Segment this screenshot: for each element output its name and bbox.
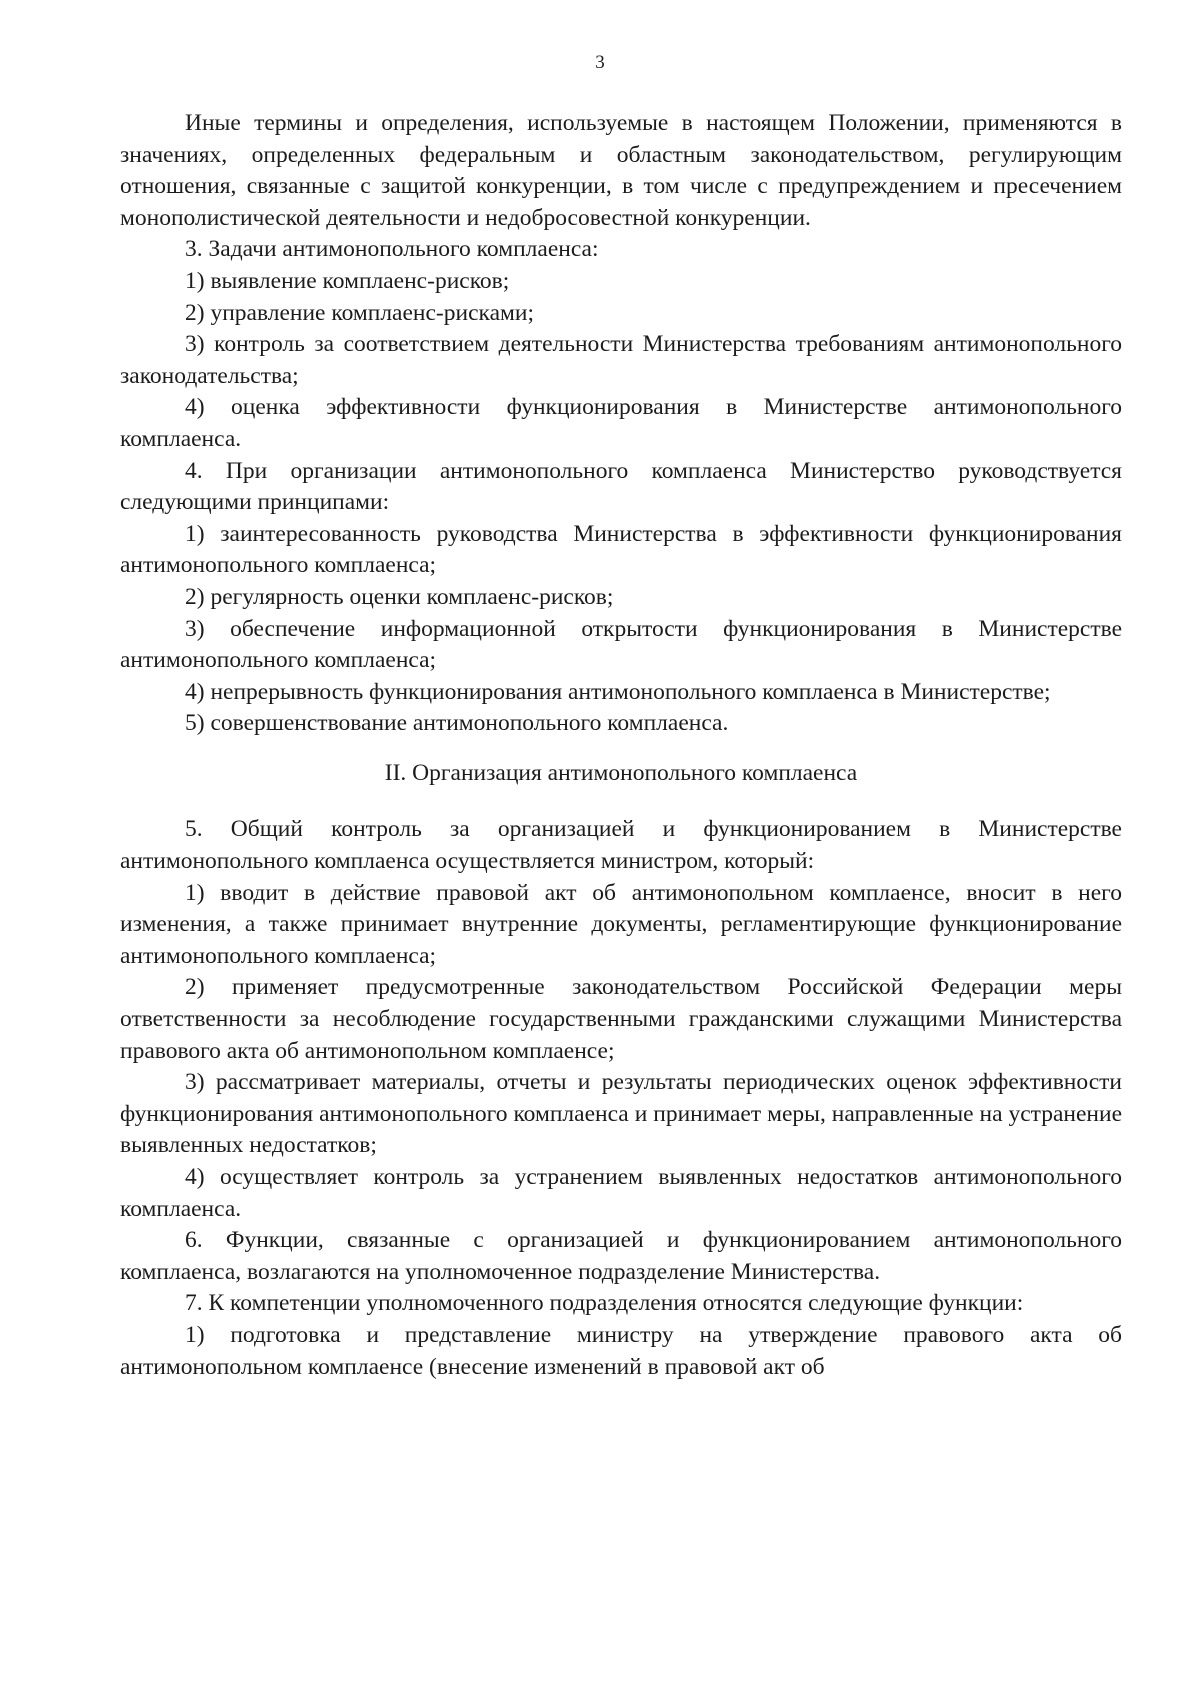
- paragraph: 3) контроль за соответствием деятельности Министерства требованиям антимонопольного законодательства;: [120, 331, 1122, 389]
- paragraph: 1) вводит в действие правовой акт об антимонопольном комплаенсе, вносит в него изменения, а также принимает внутренние документы, регламентирующие функционирование антимонопольного комплаенса;: [120, 879, 1122, 969]
- paragraph: 3) рассматривает материалы, отчеты и результаты периодических оценок эффективности функционирования антимонопольного комплаенса и принимает меры, направленные на устранение выявленных недостатков;: [120, 1069, 1122, 1159]
- paragraph: 3. Задачи антимонопольного комплаенса:: [185, 236, 599, 263]
- paragraph: Иные термины и определения, используемые в настоящем Положении, применяются в значениях, определенных федеральным и областным законодательством, регулирующим отношения, связанные с защитой конкуренции, в том числе с предупреждением и пресечением монополистической деятельности и недобросовестной конкуренции.: [120, 110, 1122, 231]
- paragraph: 6. Функции, связанные с организацией и функционированием антимонопольного комплаенса, возлагаются на уполномоченное подразделение Министерства.: [120, 1227, 1122, 1285]
- paragraph: 1) выявление комплаенс-рисков;: [185, 267, 510, 294]
- paragraph: 2) применяет предусмотренные законодательством Российской Федерации меры ответственности за несоблюдение государственными гражданскими служащими Министерства правового акта об антимонопольном комплаенсе;: [120, 974, 1122, 1064]
- paragraph: 3) обеспечение информационной открытости функционирования в Министерстве антимонопольного комплаенса;: [120, 615, 1122, 674]
- paragraph: 4. При организации антимонопольного комплаенса Министерство руководствуется следующими принципами:: [120, 457, 1122, 516]
- section-heading: II. Организация антимонопольного комплаенса: [384, 759, 858, 786]
- paragraph: 2) регулярность оценки комплаенс-рисков;: [185, 583, 614, 610]
- document-body: [120, 108, 1122, 1383]
- paragraph: 2) управление комплаенс-рисками;: [185, 299, 534, 326]
- paragraph: 1) заинтересованность руководства Министерства в эффективности функционирования антимонопольного комплаенса;: [120, 520, 1122, 579]
- paragraph: 4) оценка эффективности функционирования в Министерстве антимонопольного комплаенса.: [120, 394, 1122, 452]
- paragraph: 5) совершенствование антимонопольного комплаенса.: [185, 710, 729, 737]
- paragraph: 5. Общий контроль за организацией и функционированием в Министерстве антимонопольного комплаенса осуществляется министром, который:: [120, 816, 1122, 875]
- paragraph: 4) непрерывность функционирования антимонопольного комплаенса в Министерстве;: [185, 678, 1051, 705]
- paragraph: 7. К компетенции уполномоченного подразделения относятся следующие функции:: [185, 1290, 1024, 1317]
- paragraph: 1) подготовка и представление министру на утверждение правового акта об антимонопольном комплаенсе (внесение изменений в правовой акт об: [120, 1321, 1122, 1380]
- paragraph: 4) осуществляет контроль за устранением выявленных недостатков антимонопольного комплаенса.: [120, 1164, 1122, 1222]
- page-number: 3: [595, 52, 605, 73]
